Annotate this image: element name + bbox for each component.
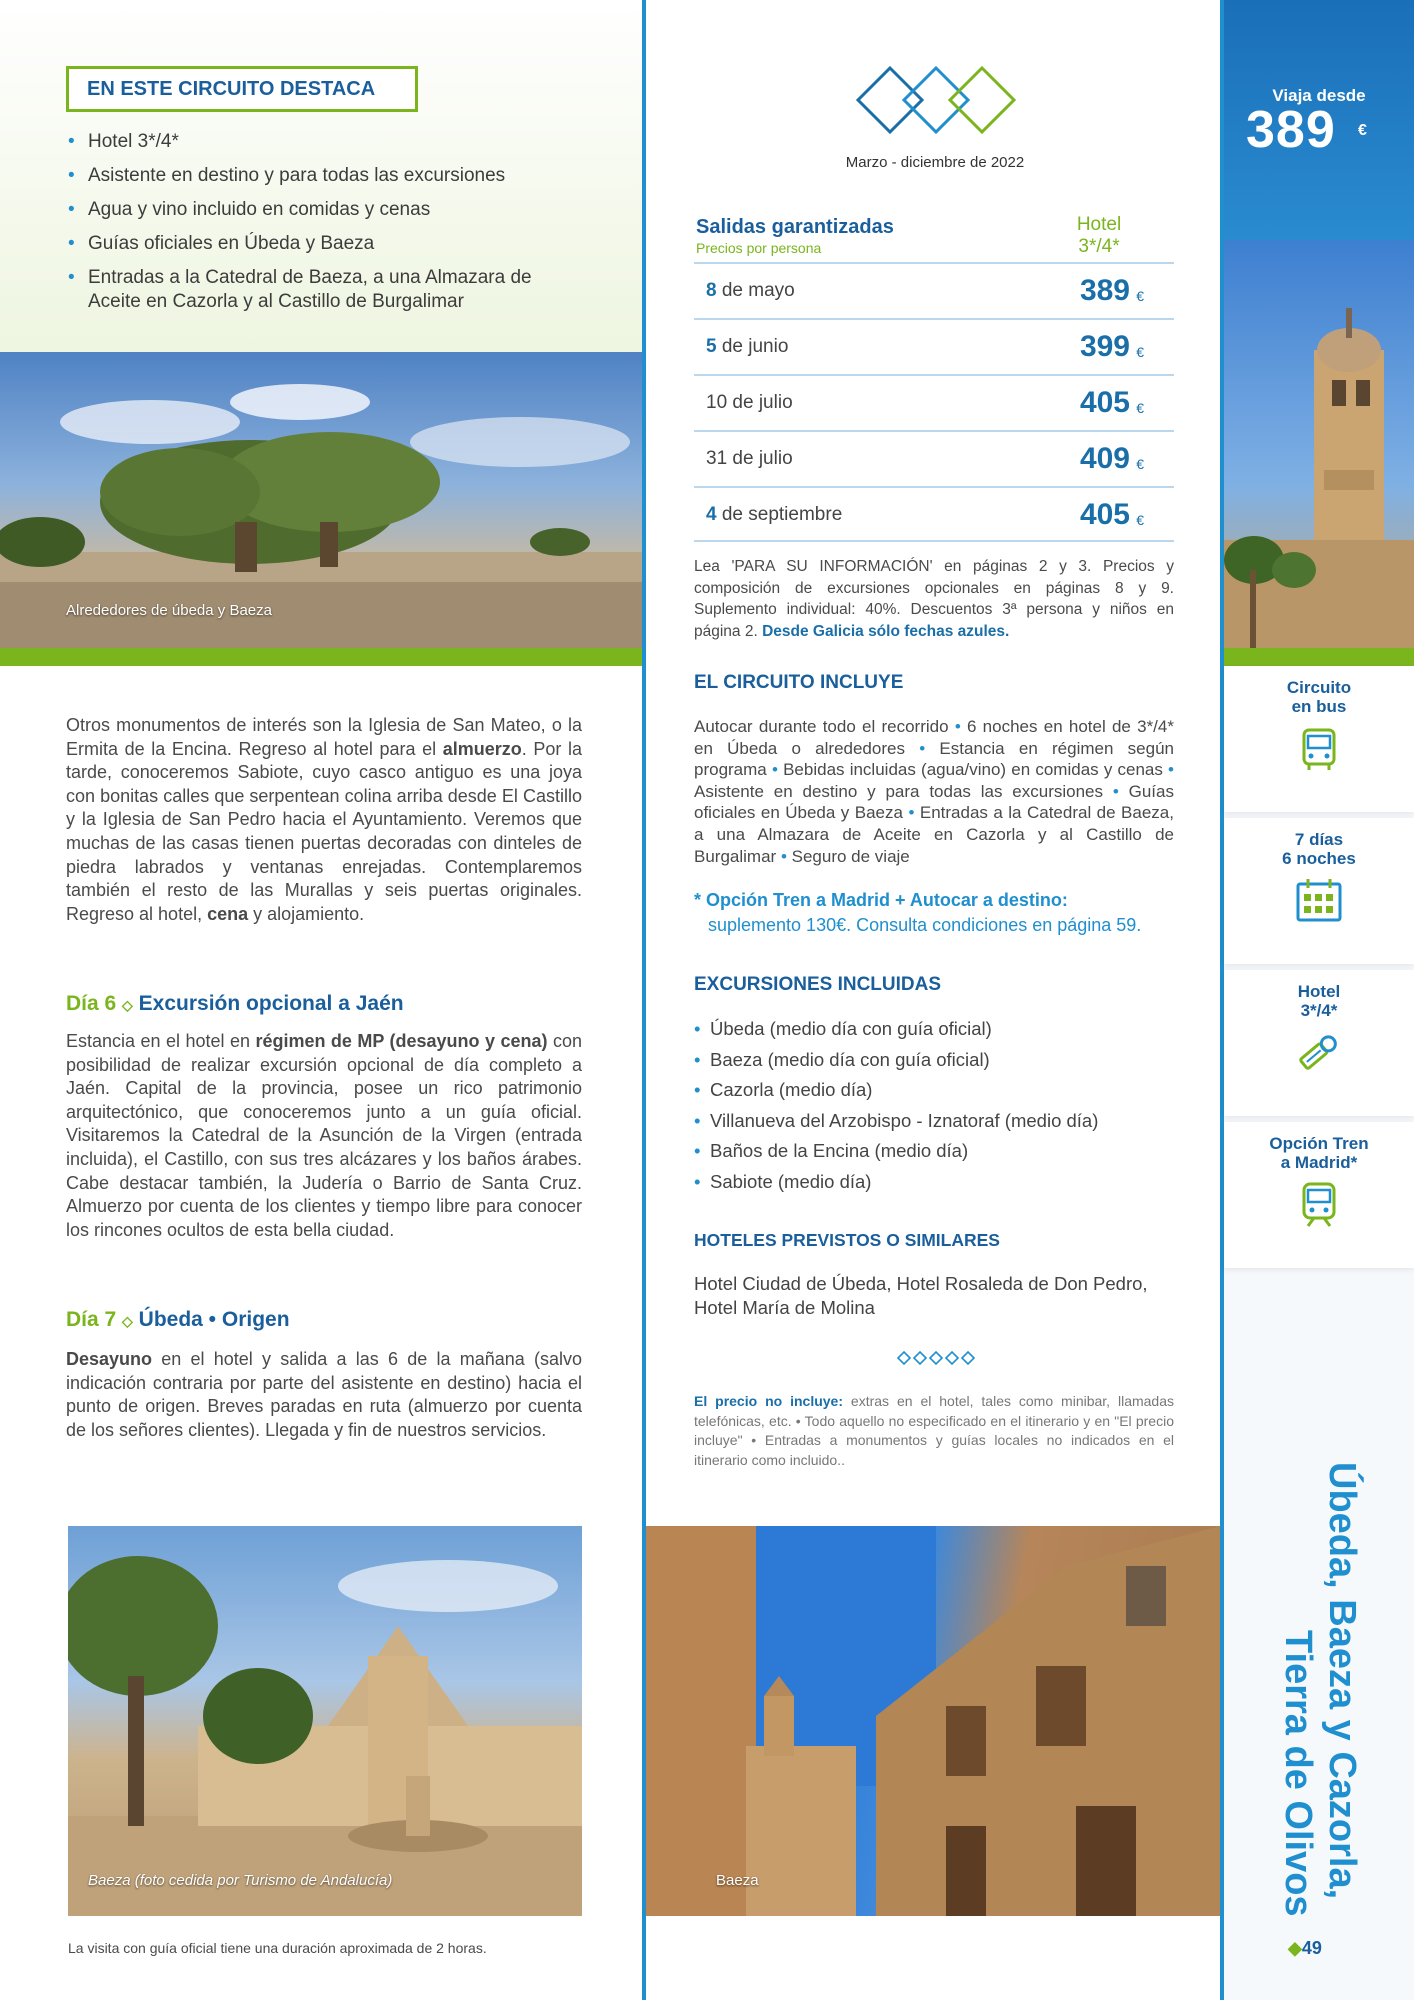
currency: € — [1136, 344, 1144, 360]
list-item: • Sabiote (medio día) — [694, 1167, 1174, 1198]
bus-icon — [1294, 724, 1344, 774]
feature-label: en bus — [1291, 697, 1347, 716]
price-from-currency: € — [1358, 122, 1367, 139]
list-item: • Úbeda (medio día con guía oficial) — [694, 1014, 1174, 1045]
green-divider — [0, 648, 642, 666]
photo-caption: Baeza — [716, 1872, 759, 1889]
itinerary-intro: Otros monumentos de interés son la Iglesia de San Mateo, o la Ermita de la Encina. Regreso al hotel para el almuerzo. Por la tarde, conoceremos Sabiote, cuyo casco antiguo es una joya con bonitas calles que serpentean colina arriba desde El Castillo y la Iglesia de San Pedro hacia el Ayuntamiento. Veremos que muchas de las casas tienen puertas decoradas con dinteles de piedra labrados y ventanas enrejadas. Contemplaremos también el resto de las Murallas y seis puertas originales. Regreso al hotel, cena y alojamiento. — [66, 715, 582, 924]
includes-title: EL CIRCUITO INCLUYE — [694, 672, 904, 693]
feature-label: Opción Tren — [1269, 1134, 1369, 1153]
currency: € — [1136, 400, 1144, 416]
baeza-square-photo — [68, 1526, 582, 1916]
list-item: • Cazorla (medio día) — [694, 1075, 1174, 1106]
hotel-key-icon — [1294, 1028, 1344, 1078]
price-badge — [1224, 0, 1414, 240]
currency: € — [1136, 288, 1144, 304]
departure-price: 405 — [1079, 386, 1130, 419]
feature-label: Hotel — [1297, 982, 1341, 1001]
currency: € — [1136, 456, 1144, 472]
day-6-text: Estancia en el hotel en régimen de MP (desayuno y cena) con posibilidad de realizar excursión opcional de día completo a Jaén. Capital de la provincia, posee un rico patrimonio arquitectónico, que conoceremos junto a un guía oficial. Visitaremos la Catedral de la Asunción de la Virgen (entrada incluida), el Castillo, con sus tres alcázares y los baños árabes. Cabe destacar también, la Judería o Barrio de Santa Cruz. Almuerzo por cuenta de los clientes y tiempo libre para conocer los rincones ocultos de esta bella ciudad. — [66, 1031, 582, 1240]
list-item: • Baeza (medio día con guía oficial) — [694, 1045, 1174, 1076]
vertical-title-line2: Tierra de Olivos — [1277, 1630, 1319, 1917]
feature-hotel — [1224, 970, 1414, 1116]
list-item: • Baños de la Encina (medio día) — [694, 1136, 1174, 1167]
hotel-column-header: Hotel 3*/4* — [1076, 214, 1122, 257]
excursions-title: EXCURSIONES INCLUIDAS — [694, 974, 942, 995]
departure-date: 5 de junio — [706, 336, 789, 357]
list-item: • Entradas a la Catedral de Baeza, a una Almazara de Aceite en Cazorla y al Castillo de Burgalimar — [68, 266, 588, 314]
feature-label: 3*/4* — [1300, 1001, 1338, 1020]
list-item: • Guías oficiales en Úbeda y Baeza — [68, 232, 588, 256]
currency: € — [1136, 512, 1144, 528]
table-row — [694, 430, 1174, 486]
vertical-title-line1: Úbeda, Baeza y Cazorla, — [1321, 1462, 1363, 1900]
departure-price: 409 — [1079, 442, 1130, 475]
feature-train-option — [1224, 1122, 1414, 1268]
departures-subtitle: Precios por persona — [696, 240, 822, 256]
brand-logo-icon — [856, 64, 1016, 136]
day-6-heading: Día 6 ◇ Excursión opcional a Jaén — [66, 992, 404, 1015]
photo-caption: Alrededores de úbeda y Baeza — [66, 602, 272, 619]
info-note: Lea 'PARA SU INFORMACIÓN' en páginas 2 y 3. Precios y composición de excursiones opcionales en páginas 8 y 9. Suplemento individual: 40%. Descuentos 3ª persona y niños en página 2. Desde Galicia sólo fechas azules. — [694, 558, 1174, 640]
departures-title: Salidas garantizadas — [696, 216, 894, 238]
feature-label: Circuito — [1286, 678, 1352, 697]
green-divider — [1224, 648, 1414, 666]
feature-bus-tour — [1224, 666, 1414, 812]
feature-label: 7 días — [1294, 830, 1344, 849]
page-number: ◆49 — [1288, 1938, 1322, 1958]
highlights-title: EN ESTE CIRCUITO DESTACA — [66, 66, 418, 112]
includes-text: Autocar durante todo el recorrido • 6 noches en hotel de 3*/4* en Úbeda o alrededores • Estancia en régimen según programa • Bebidas incluidas (agua/vino) en comidas y cenas • Asistente en destino y para todas las excursiones • Guías oficiales en Úbeda y Baeza • Entradas a la Catedral de Baeza, a una Almazara de Aceite en Cazorla y al Castillo de Burgalimar • Seguro de viaje — [694, 717, 1174, 866]
feature-duration — [1224, 818, 1414, 964]
diamond-divider-icon — [896, 1348, 976, 1368]
photo-caption: Baeza (foto cedida por Turismo de Andalucía) — [88, 1872, 393, 1889]
departure-date: 4 de septiembre — [706, 504, 843, 525]
table-row — [694, 318, 1174, 374]
vertical-title — [1250, 1460, 1370, 1920]
olive-trees-photo — [0, 352, 642, 648]
list-item: • Agua y vino incluido en comidas y cenas — [68, 198, 588, 222]
table-row — [694, 262, 1174, 318]
departure-price: 399 — [1079, 330, 1130, 363]
calendar-icon — [1294, 876, 1344, 926]
hotels-text: Hotel Ciudad de Úbeda, Hotel Rosaleda de Don Pedro, Hotel María de Molina — [694, 1273, 1148, 1318]
train-option-title: * Opción Tren a Madrid + Autocar a destino: — [694, 890, 1068, 910]
list-item: • Hotel 3*/4* — [68, 130, 588, 154]
departure-date: 31 de julio — [706, 448, 793, 469]
baeza-street-photo — [646, 1526, 1220, 1916]
feature-label: a Madrid* — [1280, 1153, 1358, 1172]
not-included-note: El precio no incluye: extras en el hotel, tales como minibar, llamadas telefónicas, etc. • Todo aquello no especificado en el itinerario y en "El precio incluye" • Entradas a monumentos y guías locales no indicados en el itinerario como incluido.. — [694, 1393, 1175, 1468]
excursions-list — [694, 1014, 1174, 1198]
highlights-list — [68, 130, 588, 324]
day-7-heading: Día 7 ◇ Úbeda • Origen — [66, 1308, 290, 1331]
season-dates: Marzo - diciembre de 2022 — [845, 154, 1025, 171]
day-7-text: Desayuno en el hotel y salida a las 6 de la mañana (salvo indicación contraria por parte del asistente en destino) hacia el punto de origen. Breves paradas en ruta (almuerzo por cuenta de los señores clientes). Llegada y fin de nuestros servicios. — [66, 1349, 582, 1440]
departures-table — [694, 262, 1174, 542]
train-icon — [1294, 1180, 1344, 1230]
price-from-value: 389 — [1246, 101, 1336, 159]
price-from-label: Viaja desde — [1272, 86, 1366, 105]
feature-label: 6 noches — [1282, 849, 1356, 868]
departure-date: 8 de mayo — [706, 280, 795, 301]
cathedral-tower-photo — [1224, 240, 1414, 648]
table-row — [694, 486, 1174, 542]
photo-note: La visita con guía oficial tiene una duración aproximada de 2 horas. — [68, 1940, 487, 1956]
train-option-detail: suplemento 130€. Consulta condiciones en página 59. — [708, 915, 1142, 935]
departure-date: 10 de julio — [706, 392, 793, 413]
table-row — [694, 374, 1174, 430]
departure-price: 405 — [1079, 498, 1130, 531]
list-item: • Asistente en destino y para todas las excursiones — [68, 164, 588, 188]
list-item: • Villanueva del Arzobispo - Iznatoraf (medio día) — [694, 1106, 1174, 1137]
hotels-title: HOTELES PREVISTOS O SIMILARES — [694, 1230, 1000, 1250]
departure-price: 389 — [1079, 274, 1130, 307]
